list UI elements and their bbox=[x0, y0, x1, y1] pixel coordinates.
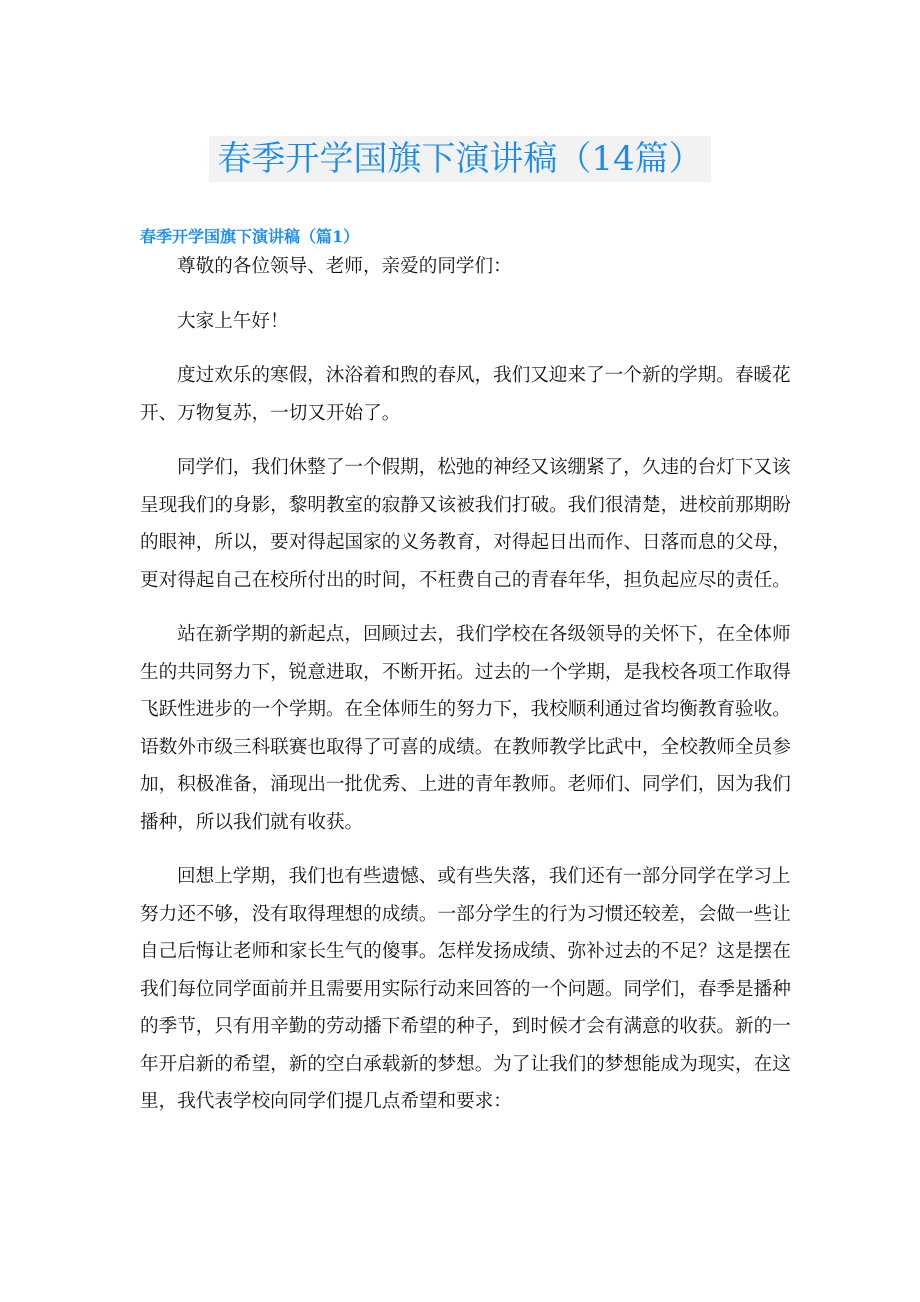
paragraph-line: 站在新学期的新起点，回顾过去，我们学校在各级领导的关怀下，在全体师 bbox=[177, 624, 791, 645]
paragraph-line: 自己后悔让老师和家长生气的傻事。怎样发扬成绩、弥补过去的不足？这是摆在 bbox=[140, 941, 791, 962]
paragraph-line: 播种，所以我们就有收获。 bbox=[140, 811, 364, 833]
title-container bbox=[0, 136, 920, 182]
paragraph bbox=[140, 453, 791, 603]
paragraph-line: 大家上午好！ bbox=[177, 310, 289, 332]
paragraph-line: 更对得起自己在校所付出的时间，不枉费自己的青春年华，担负起应尽的责任。 bbox=[140, 569, 791, 591]
paragraph-line: 我们每位同学面前并且需要用实际行动来回答的一个问题。同学们，春季是播种 bbox=[140, 978, 791, 1000]
paragraph bbox=[140, 862, 791, 1125]
paragraph-line: 同学们，我们休整了一个假期，松弛的神经又该绷紧了，久违的台灯下又该 bbox=[177, 457, 791, 478]
paragraph-line: 的季节，只有用辛勤的劳动播下希望的种子，到时候才会有满意的收获。新的一 bbox=[140, 1016, 791, 1037]
paragraph-line: 语数外市级三科联赛也取得了可喜的成绩。在教师教学比武中，全校教师全员参 bbox=[140, 736, 791, 758]
paragraph-line: 加，积极准备，涌现出一批优秀、上进的青年教师。老师们、同学们，因为我们 bbox=[140, 774, 791, 795]
paragraph bbox=[140, 620, 791, 845]
paragraph bbox=[140, 252, 785, 290]
paragraph bbox=[140, 307, 785, 345]
paragraph-line: 飞跃性进步的一个学期。在全体师生的努力下，我校顺利通过省均衡教育验收。 bbox=[140, 699, 791, 720]
paragraph-line: 生的共同努力下，锐意进取，不断开拓。过去的一个学期，是我校各项工作取得 bbox=[140, 661, 791, 683]
paragraph-line: 年开启新的希望，新的空白承载新的梦想。为了让我们的梦想能成为现实，在这 bbox=[140, 1053, 791, 1075]
paragraph-line: 度过欢乐的寒假，沐浴着和煦的春风，我们又迎来了一个新的学期。春暖花 bbox=[177, 365, 791, 386]
document-body bbox=[140, 252, 791, 1142]
paragraph-line: 尊敬的各位领导、老师，亲爱的同学们： bbox=[177, 256, 512, 277]
paragraph bbox=[140, 361, 791, 436]
paragraph-line: 里，我代表学校向同学们提几点希望和要求： bbox=[140, 1091, 512, 1112]
paragraph-line: 呈现我们的身影，黎明教室的寂静又该被我们打破。我们很清楚，进校前那期盼 bbox=[140, 494, 791, 516]
paragraph-line: 回想上学期，我们也有些遗憾、或有些失落，我们还有一部分同学在学习上 bbox=[177, 866, 791, 887]
document-title: 春季开学国旗下演讲稿（14篇） bbox=[209, 136, 710, 182]
paragraph-line: 的眼神，所以，要对得起国家的义务教育，对得起日出而作、日落而息的父母， bbox=[140, 532, 791, 553]
section-heading: 春季开学国旗下演讲稿（篇1） bbox=[140, 227, 360, 246]
paragraph-line: 努力还不够，没有取得理想的成绩。一部分学生的行为习惯还较差，会做一些让 bbox=[140, 903, 791, 925]
paragraph-line: 开、万物复苏，一切又开始了。 bbox=[140, 402, 401, 424]
